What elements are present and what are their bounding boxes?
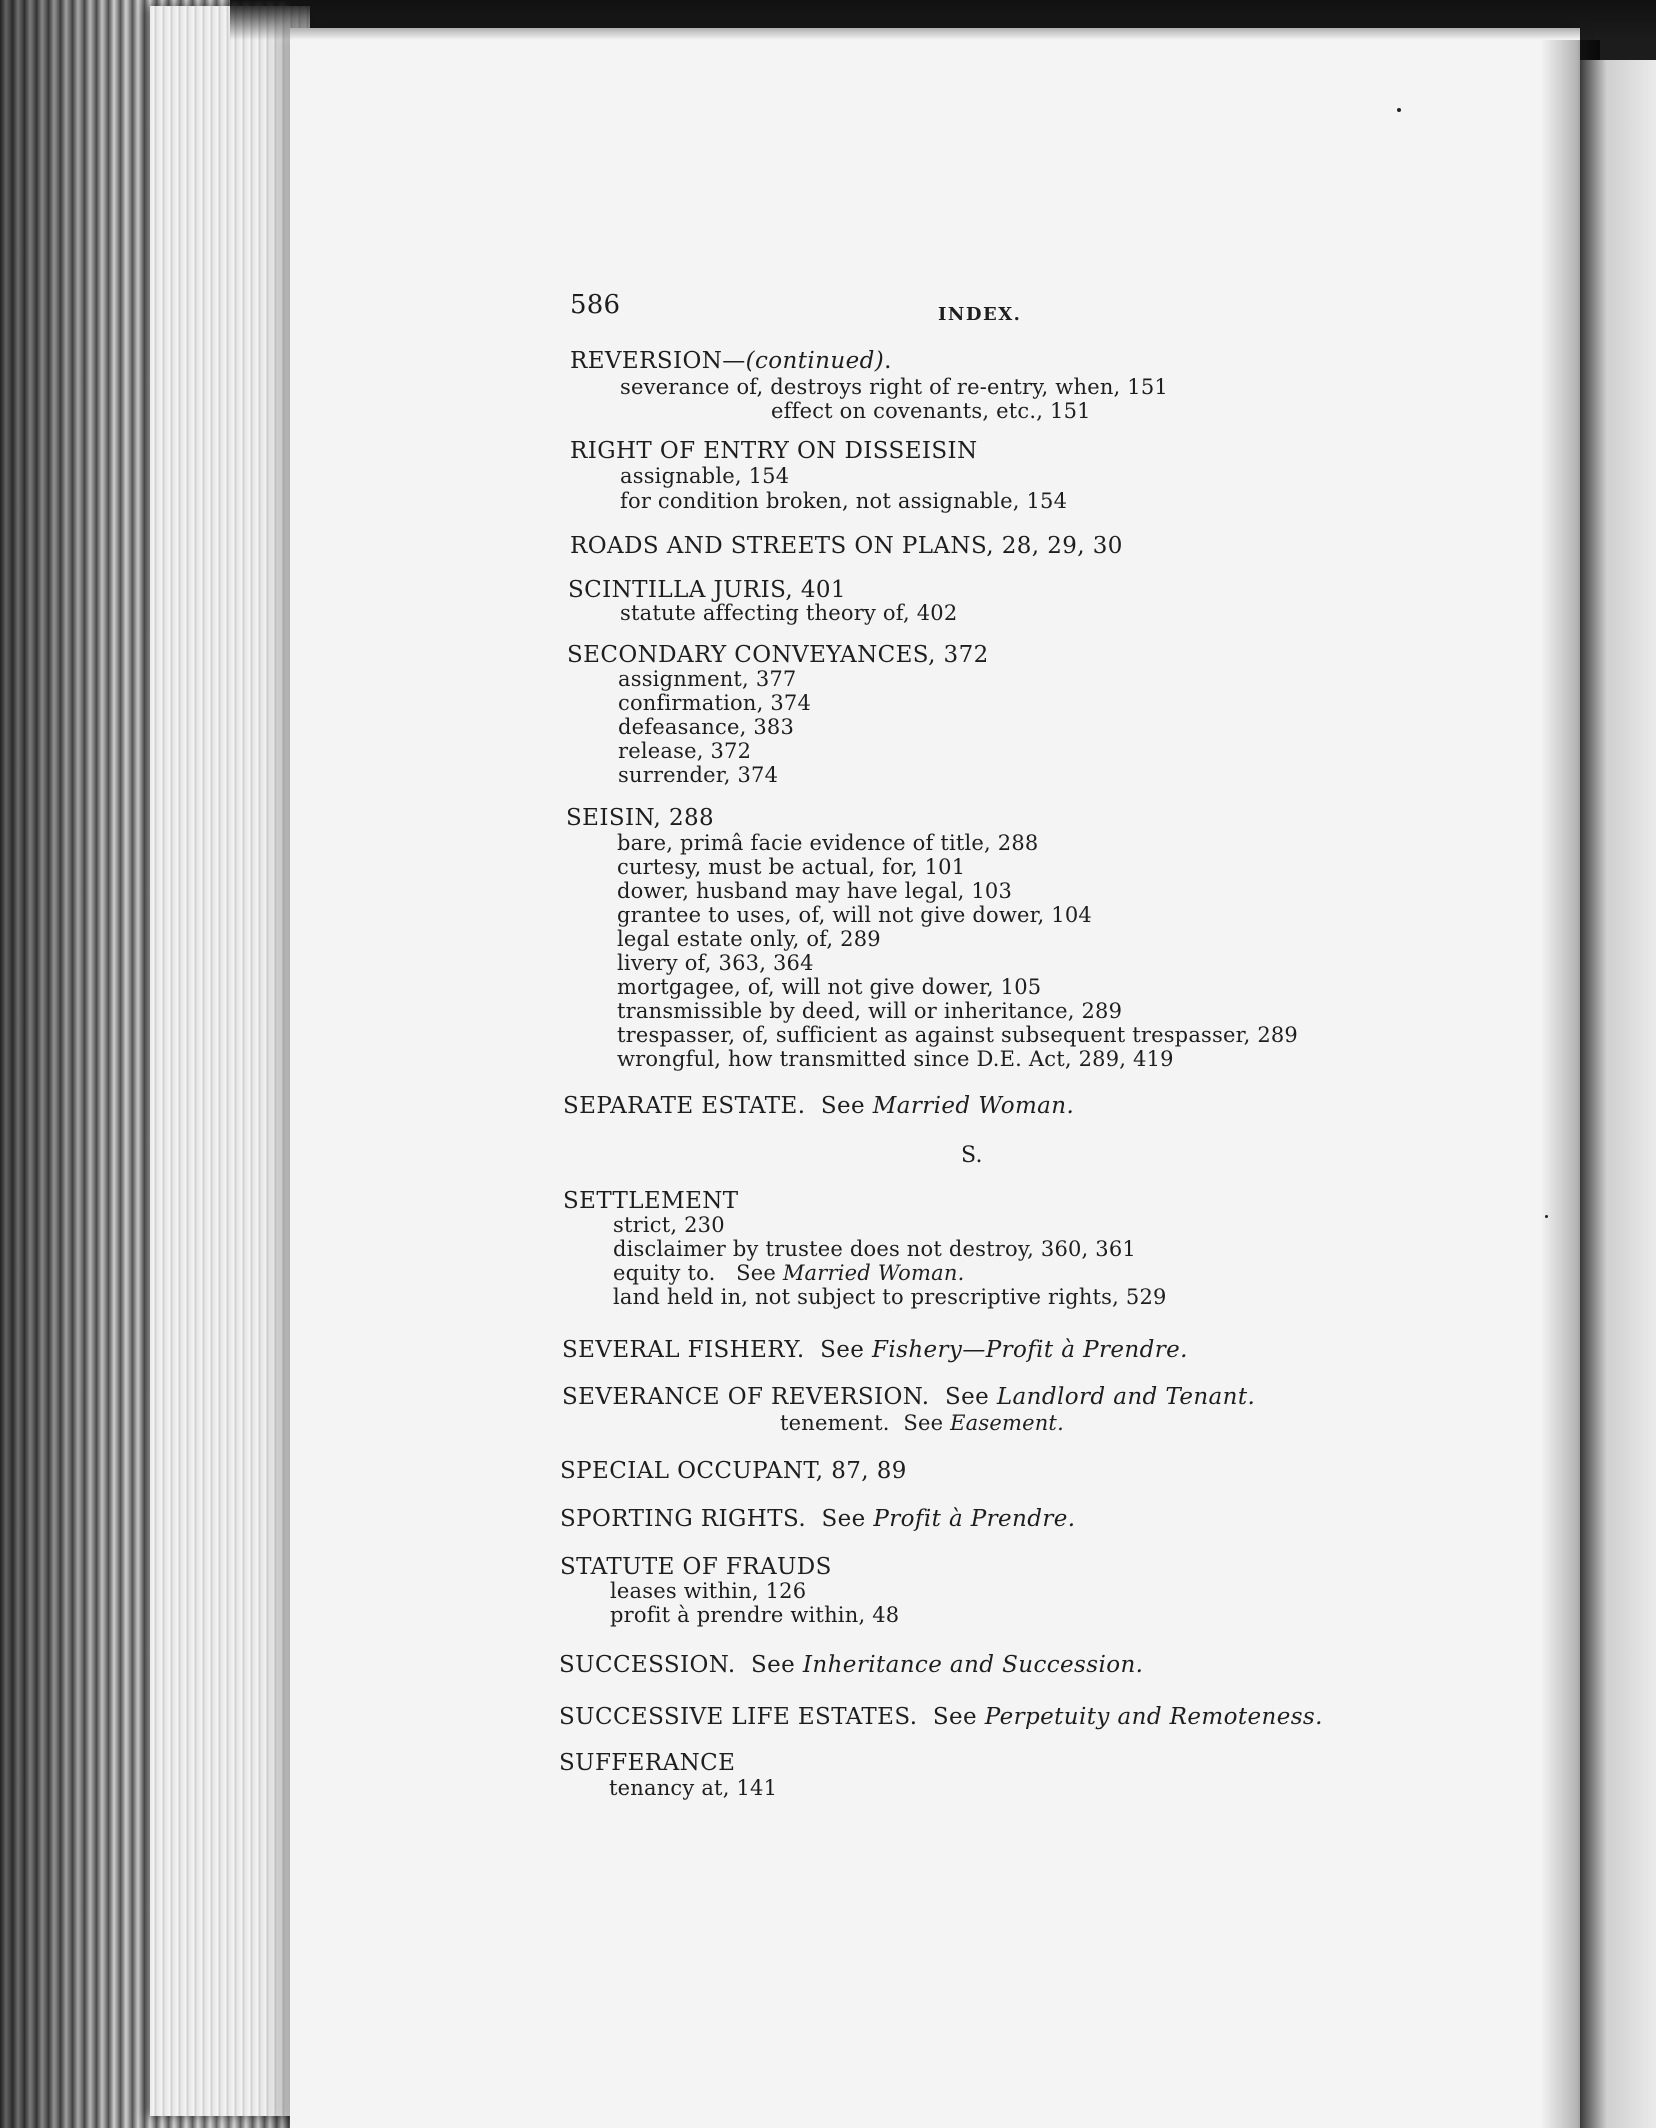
entry-subline: defeasance, 383 [618, 715, 795, 739]
entry-successive-life-estates: SUCCESSIVE LIFE ESTATES. See Perpetuity and Remoteness. [559, 1704, 1323, 1730]
entry-sufferance-head: SUFFERANCE [559, 1750, 736, 1776]
entry-scintilla-head: SCINTILLA JURIS, 401 [568, 577, 846, 603]
entry-subline: legal estate only, of, 289 [617, 927, 881, 951]
entry-subline: for condition broken, not assignable, 154 [620, 489, 1068, 513]
entry-subline: trespasser, of, sufficient as against subsequent trespasser, 289 [617, 1023, 1298, 1047]
entry-subline: statute affecting theory of, 402 [620, 601, 958, 625]
entry-sporting-rights: SPORTING RIGHTS. See Profit à Prendre. [560, 1506, 1076, 1532]
entry-several-fishery: SEVERAL FISHERY. See Fishery—Profit à Prendre. [562, 1337, 1188, 1363]
entry-subline: grantee to uses, of, will not give dower, 104 [617, 903, 1092, 927]
entry-secondary-head: SECONDARY CONVEYANCES, 372 [567, 642, 989, 668]
entry-special-occupant: SPECIAL OCCUPANT, 87, 89 [560, 1458, 907, 1484]
entry-subline: effect on covenants, etc., 151 [771, 399, 1091, 423]
entry-subline: bare, primâ facie evidence of title, 288 [617, 831, 1039, 855]
entry-subline: tenancy at, 141 [609, 1776, 778, 1800]
entry-succession: SUCCESSION. See Inheritance and Succession. [559, 1652, 1144, 1678]
entry-severance: SEVERANCE OF REVERSION. See Landlord and Tenant. [562, 1384, 1256, 1410]
entry-subline: land held in, not subject to prescriptive rights, 529 [613, 1285, 1167, 1309]
entry-subline: tenement. See Easement. [780, 1411, 1064, 1435]
entry-subline: surrender, 374 [618, 763, 779, 787]
entry-right-of-entry-head: RIGHT OF ENTRY ON DISSEISIN [570, 438, 978, 464]
running-title: INDEX. [938, 304, 1022, 325]
entry-settlement-head: SETTLEMENT [563, 1188, 739, 1214]
entry-roads-head: ROADS AND STREETS ON PLANS, 28, 29, 30 [570, 533, 1123, 559]
entry-subline: wrongful, how transmitted since D.E. Act, 289, 419 [617, 1047, 1174, 1071]
entry-subline: equity to. See Married Woman. [613, 1261, 965, 1285]
entry-subline: confirmation, 374 [618, 691, 812, 715]
entry-reversion-head: REVERSION—(continued). [570, 348, 892, 374]
entry-separate-estate: SEPARATE ESTATE. See Married Woman. [563, 1093, 1075, 1119]
entry-seisin-head: SEISIN, 288 [566, 805, 715, 831]
entry-subline: livery of, 363, 364 [617, 951, 814, 975]
entry-subline: assignment, 377 [618, 667, 797, 691]
entry-subline: dower, husband may have legal, 103 [617, 879, 1013, 903]
entry-subline: release, 372 [618, 739, 752, 763]
entry-subline: leases within, 126 [610, 1579, 807, 1603]
entry-subline: disclaimer by trustee does not destroy, 360, 361 [613, 1237, 1136, 1261]
entry-subline: transmissible by deed, will or inheritance, 289 [617, 999, 1123, 1023]
entry-subline: curtesy, must be actual, for, 101 [617, 855, 966, 879]
section-letter: S. [961, 1143, 983, 1168]
entry-statute-of-frauds-head: STATUTE OF FRAUDS [560, 1554, 832, 1580]
entry-subline: strict, 230 [613, 1213, 725, 1237]
entry-subline: severance of, destroys right of re-entry, when, 151 [620, 375, 1168, 399]
entry-subline: assignable, 154 [620, 464, 790, 488]
entry-subline: profit à prendre within, 48 [610, 1603, 900, 1627]
entry-subline: mortgagee, of, will not give dower, 105 [617, 975, 1042, 999]
page-number: 586 [570, 290, 621, 320]
